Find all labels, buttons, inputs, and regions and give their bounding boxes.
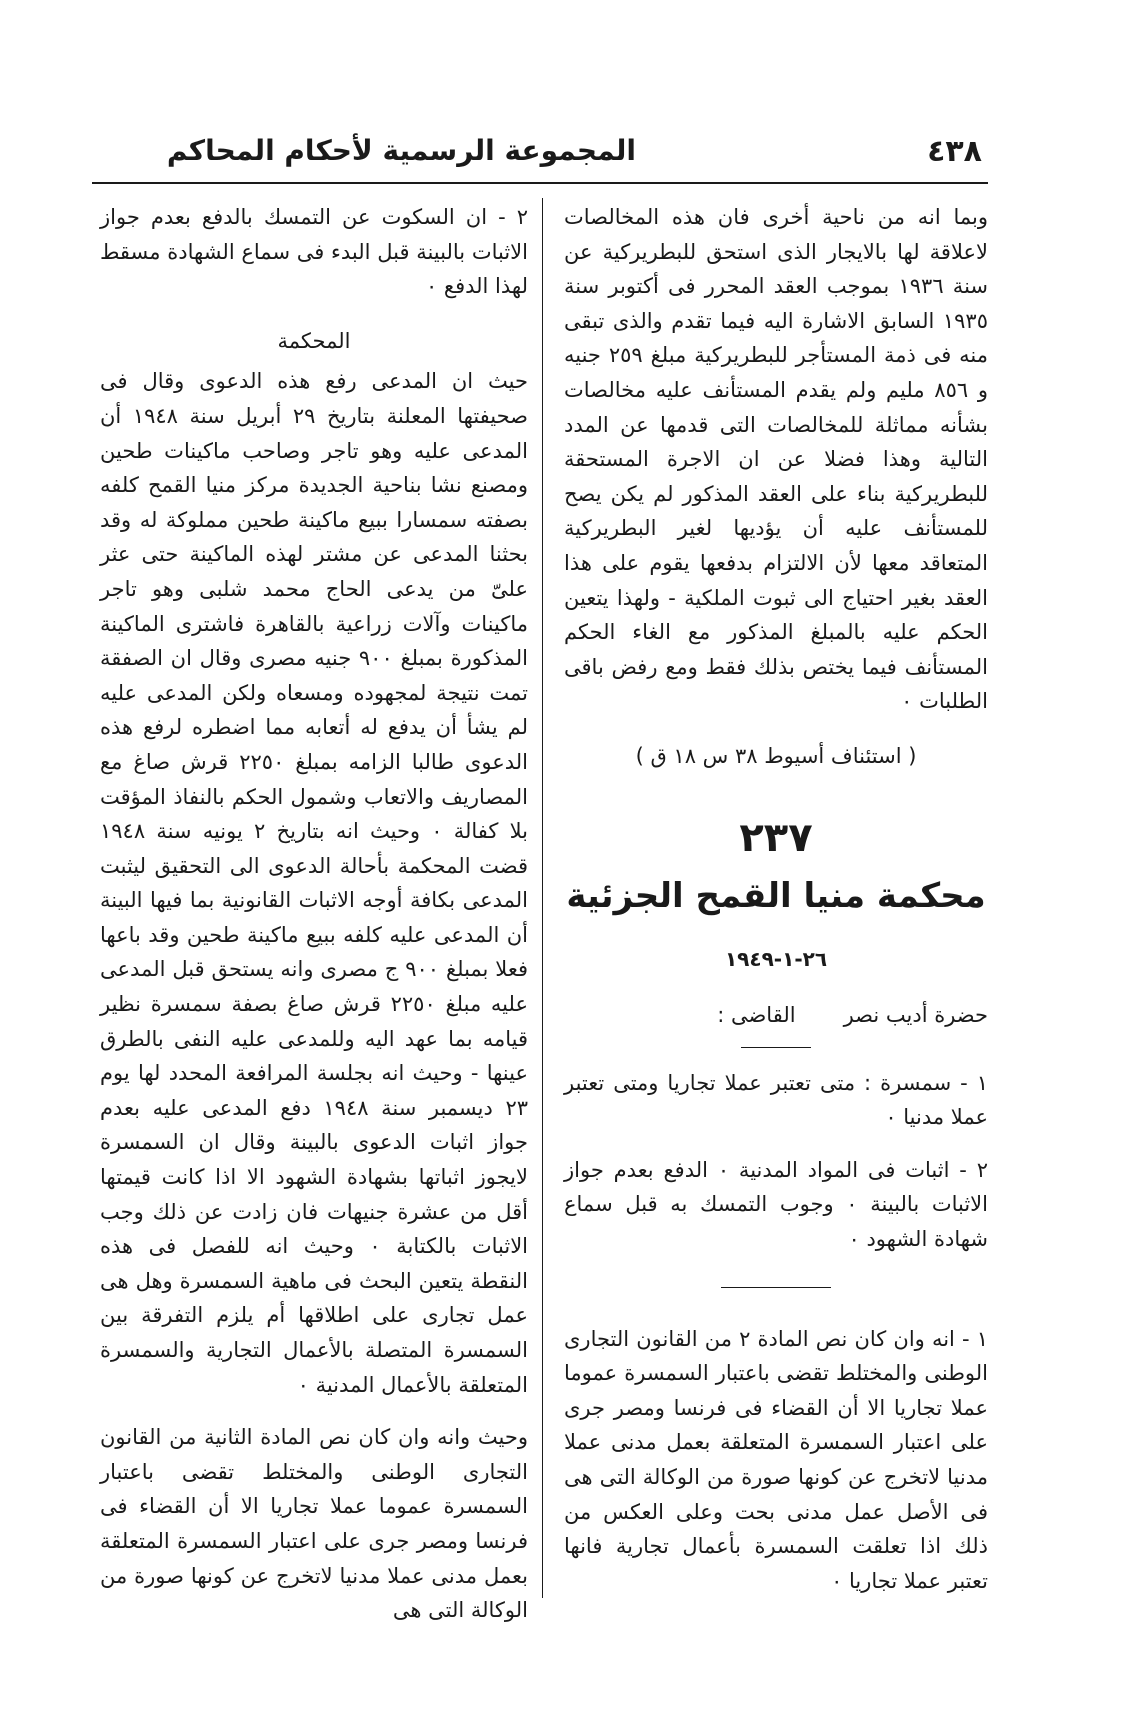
headnote: ٢ - اثبات فى المواد المدنية ٠ الدفع بعدم جواز الاثبات بالبينة ٠ وجوب التمسك به قبل سماع شهادة الشهود ٠ (564, 1157, 988, 1252)
section-heading: المحكمة (277, 328, 351, 353)
column-divider (542, 198, 543, 1598)
case-date: ٢٦-١-١٩٤٩ (724, 946, 828, 971)
page-number: ٤٣٨ (927, 134, 982, 169)
case-number: ٢٣٧ (739, 814, 813, 861)
court-name: محكمة منيا القمح الجزئية (566, 875, 986, 916)
right-column (564, 200, 988, 1598)
spacer (564, 1135, 988, 1153)
running-title: المجموعة الرسمية لأحكام المحاكم (166, 134, 636, 167)
body-paragraph: وحيث وانه وان كان نص المادة الثانية من القانون التجارى الوطنى والمختلط تقضى باعتبار السمسرة عموما عملا تجاريا الا أن القضاء فى فرنسا ومصر جرى على اعتبار السمسرة المتعلقة بعمل مدنى عملا مدنيا لاتخرج عن كونها صورة من الوكالة التى هى (100, 1425, 528, 1623)
judge-line (564, 998, 988, 1033)
case-reference: ( استئناف أسيوط ٣٨ س ١٨ ق ) (635, 743, 917, 768)
body-paragraph: وبما انه من ناحية أخرى فان هذه المخالصات لاعلاقة لها بالايجار الذى استحق للبطريركية عن سنة ١٩٣٦ بموجب العقد المحرر فى أكتوبر سنة ١٩٣٥ السابق الاشارة اليه فيما تقدم والذى تبقى منه فى ذمة المستأجر للبطريركية مبلغ ٢٥٩ جنيه و ٨٥٦ مليم ولم يقدم المستأنف عليه مخالصات بشأنه مماثلة للمخالصات التى قدمها عن المدد التالية وهذا فضلا عن ان الاجرة المستحقة للبطريركية بناء على العقد المذكور لم يكن يصح للمستأنف عليه أن يؤديها لغير البطريركية المتعاقد معها لأن الالتزام بدفعها يقوم على هذا العقد بغير احتياج الى ثبوت الملكية - ولهذا يتعين الحكم عليه بالمبلغ المذكور مع الغاء الحكم المستأنف فيما يختص بذلك فقط ومع رفض باقى الطلبات ٠ (564, 205, 988, 714)
headnote: ١ - سمسرة : متى تعتبر عملا تجاريا ومتى تعتبر عملا مدنيا ٠ (564, 1070, 988, 1130)
legal-principle: ٢ - ان السكوت عن التمسك بالدفع بعدم جواز الاثبات بالبينة قبل البدء فى سماع الشهادة مسقط لهذا الدفع ٠ (100, 205, 528, 299)
spacer (100, 1402, 528, 1420)
judge-name: حضرة أديب نصر (843, 1003, 988, 1028)
separator-rule (721, 1287, 831, 1288)
judge-role: القاضى : (717, 1003, 796, 1028)
page-header (92, 128, 988, 178)
header-rule (92, 182, 988, 184)
separator-rule (741, 1047, 811, 1048)
left-column (100, 200, 528, 1628)
legal-principle: ١ - انه وان كان نص المادة ٢ من القانون التجارى الوطنى والمختلط تقضى باعتبار السمسرة عموما عملا تجاريا الا أن القضاء فى فرنسا ومصر جرى على اعتبار السمسرة المتعلقة بعمل مدنى عملا مدنيا لاتخرج عن كونها صورة من الوكالة التى هى فى الأصل عمل مدنى بحت وعلى العكس من ذلك اذا تعلقت السمسرة بأعمال تجارية فانها تعتبر عملا تجاريا ٠ (564, 1326, 989, 1593)
body-paragraph: حيث ان المدعى رفع هذه الدعوى وقال فى صحيفتها المعلنة بتاريخ ٢٩ أبريل سنة ١٩٤٨ أن المدعى عليه وهو تاجر وصاحب ماكينات طحين ومصنع نشا بناحية الجديدة مركز منيا القمح كلفه بصفته سمسارا ببيع ماكينة طحين مملوكة له وقد بحثنا المدعى عن مشتر لهذه الماكينة حتى عثر علىّ من يدعى الحاج محمد شلبى وهو تاجر ماكينات وآلات زراعية بالقاهرة فاشترى الماكينة المذكورة بمبلغ ٩٠٠ جنيه مصرى وقال ان الصفقة تمت نتيجة لمجهوده ومسعاه ولكن المدعى عليه لم يشأ أن يدفع له أتعابه مما اضطره لرفع هذه الدعوى طالبا الزامه بمبلغ ٢٢٥٠ قرش صاغ مع المصاريف والاتعاب وشمول الحكم بالنفاذ المؤقت بلا كفالة ٠ وحيث انه بتاريخ ٢ يونيه سنة ١٩٤٨ قضت المحكمة بأحالة الدعوى الى التحقيق ليثبت المدعى بكافة أوجه الاثبات القانونية بما فيها البينة أن المدعى عليه كلفه ببيع ماكينة طحين وقد باعها فعلا بمبلغ ٩٠٠ ج مصرى وانه يستحق قبل المدعى عليه مبلغ ٢٢٥٠ قرش صاغ بصفة سمسرة نظير قيامه بما عهد اليه وللمدعى عليه النفى بالطرق عينها - وحيث انه بجلسة المرافعة المحدد لها يوم ٢٣ ديسمبر سنة ١٩٤٨ دفع المدعى عليه بعدم جواز اثبات الدعوى بالبينة وقال ان السمسرة لايجوز اثباتها بشهادة الشهود الا اذا كانت قيمتها أقل من عشرة جنيهات فان زادت عن ذلك وجب الاثبات بالكتابة ٠ وحيث انه للفصل فى هذه النقطة يتعين البحث فى ماهية السمسرة وهل هى عمل تجارى على اطلاقها أم يلزم التفرقة بين السمسرة المتصلة بالأعمال التجارية والسمسرة المتعلقة بالأعمال المدنية ٠ (100, 369, 529, 1397)
